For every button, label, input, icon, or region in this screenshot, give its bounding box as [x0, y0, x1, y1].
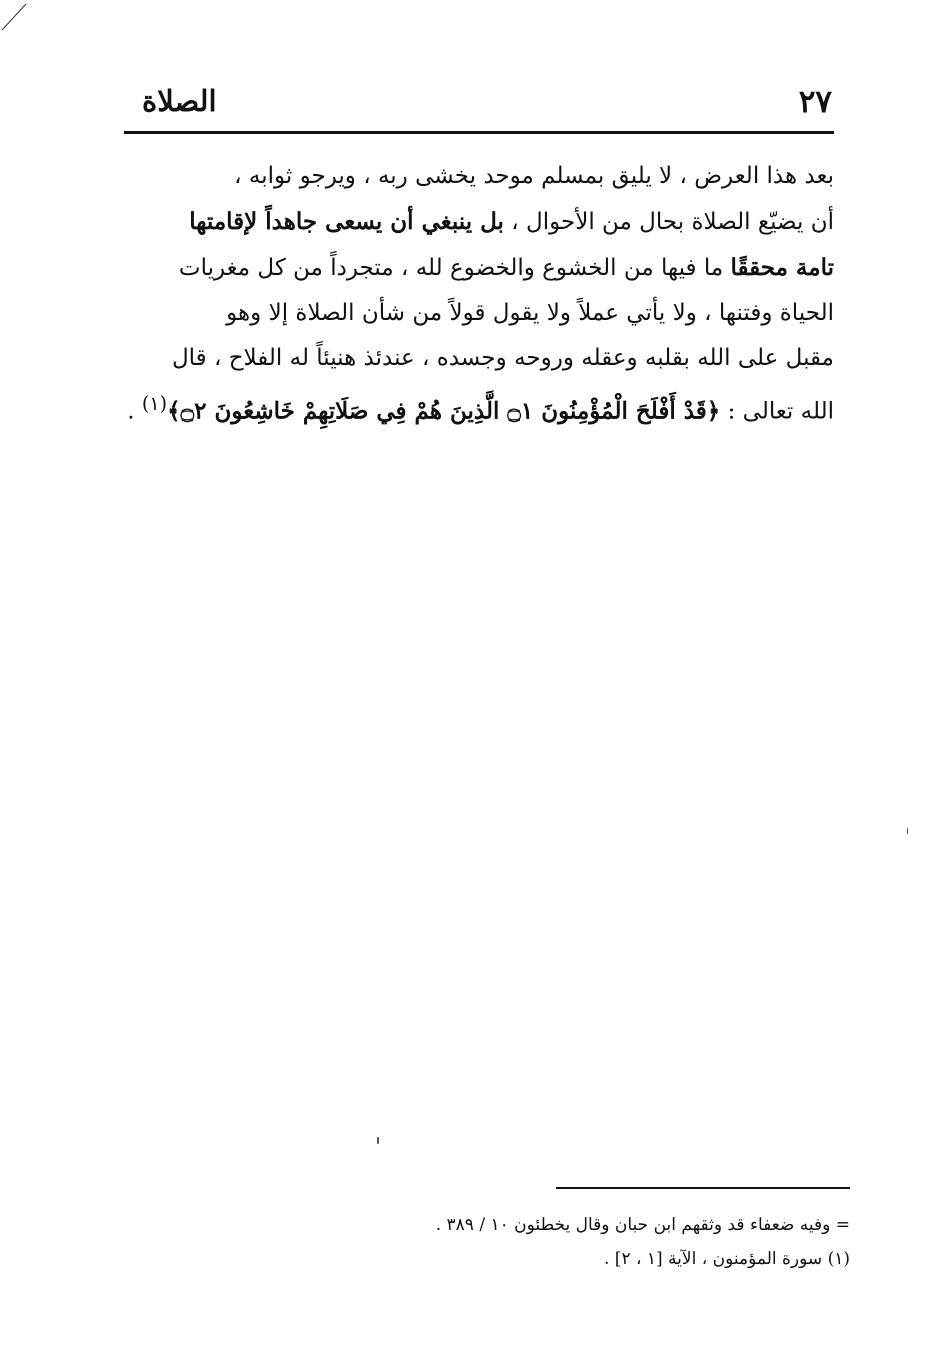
quran-verse: ﴿قَدْ أَفْلَحَ الْمُؤْمِنُونَ ۝١ الَّذِينَ هُمْ فِي صَلَاتِهِمْ خَاشِعُونَ ۝٢﴾: [167, 397, 721, 425]
main-text: [126, 154, 834, 435]
header-rule: [124, 131, 834, 134]
text-segment: أن يضيّع الصلاة بحال من الأحوال ،: [503, 209, 834, 235]
scan-speck: [377, 1137, 379, 1144]
footnote-rule: [556, 1187, 850, 1189]
text-line: [126, 154, 834, 199]
text-line: [126, 199, 834, 245]
footnotes: [320, 1208, 850, 1276]
footnote-continuation: = وفيه ضعفاء قد وثقهم ابن حبان وقال يخطئون ١٠ / ٣٨٩ .: [435, 1215, 850, 1235]
text-line: [126, 336, 834, 381]
page-header: [120, 76, 832, 126]
text-segment: .: [127, 398, 142, 425]
text-segment: مقبل على الله بقلبه وعقله وروحه وجسده ، عندئذ هنيئاً له الفلاح ، قال: [171, 345, 834, 371]
text-line: [126, 381, 834, 435]
text-line: [126, 245, 834, 291]
bold-text-segment: تامة محققًا: [730, 254, 834, 281]
bold-text-segment: بل ينبغي أن يسعى جاهداً لإقامتها: [189, 208, 504, 235]
running-title: الصلاة: [142, 84, 217, 118]
text-line: [126, 291, 834, 336]
footnote-reference: (١): [141, 392, 168, 415]
text-segment: الحياة وفتنها ، ولا يأتي عملاً ولا يقول قولاً من شأن الصلاة إلا وهو: [226, 300, 834, 326]
text-segment: ما فيها من الخشوع والخضوع لله ، متجرداً من كل مغريات: [178, 255, 731, 281]
text-segment: الله تعالى :: [720, 398, 834, 425]
text-segment: بعد هذا العرض ، لا يليق بمسلم موحد يخشى ربه ، ويرجو ثوابه ،: [234, 163, 834, 189]
scan-speck: [907, 828, 908, 834]
footnote-1: (١) سورة المؤمنون ، الآية [١ ، ٢] .: [603, 1249, 850, 1269]
page-number: ٢٧: [798, 84, 832, 120]
scan-corner-mark: [0, 0, 60, 40]
